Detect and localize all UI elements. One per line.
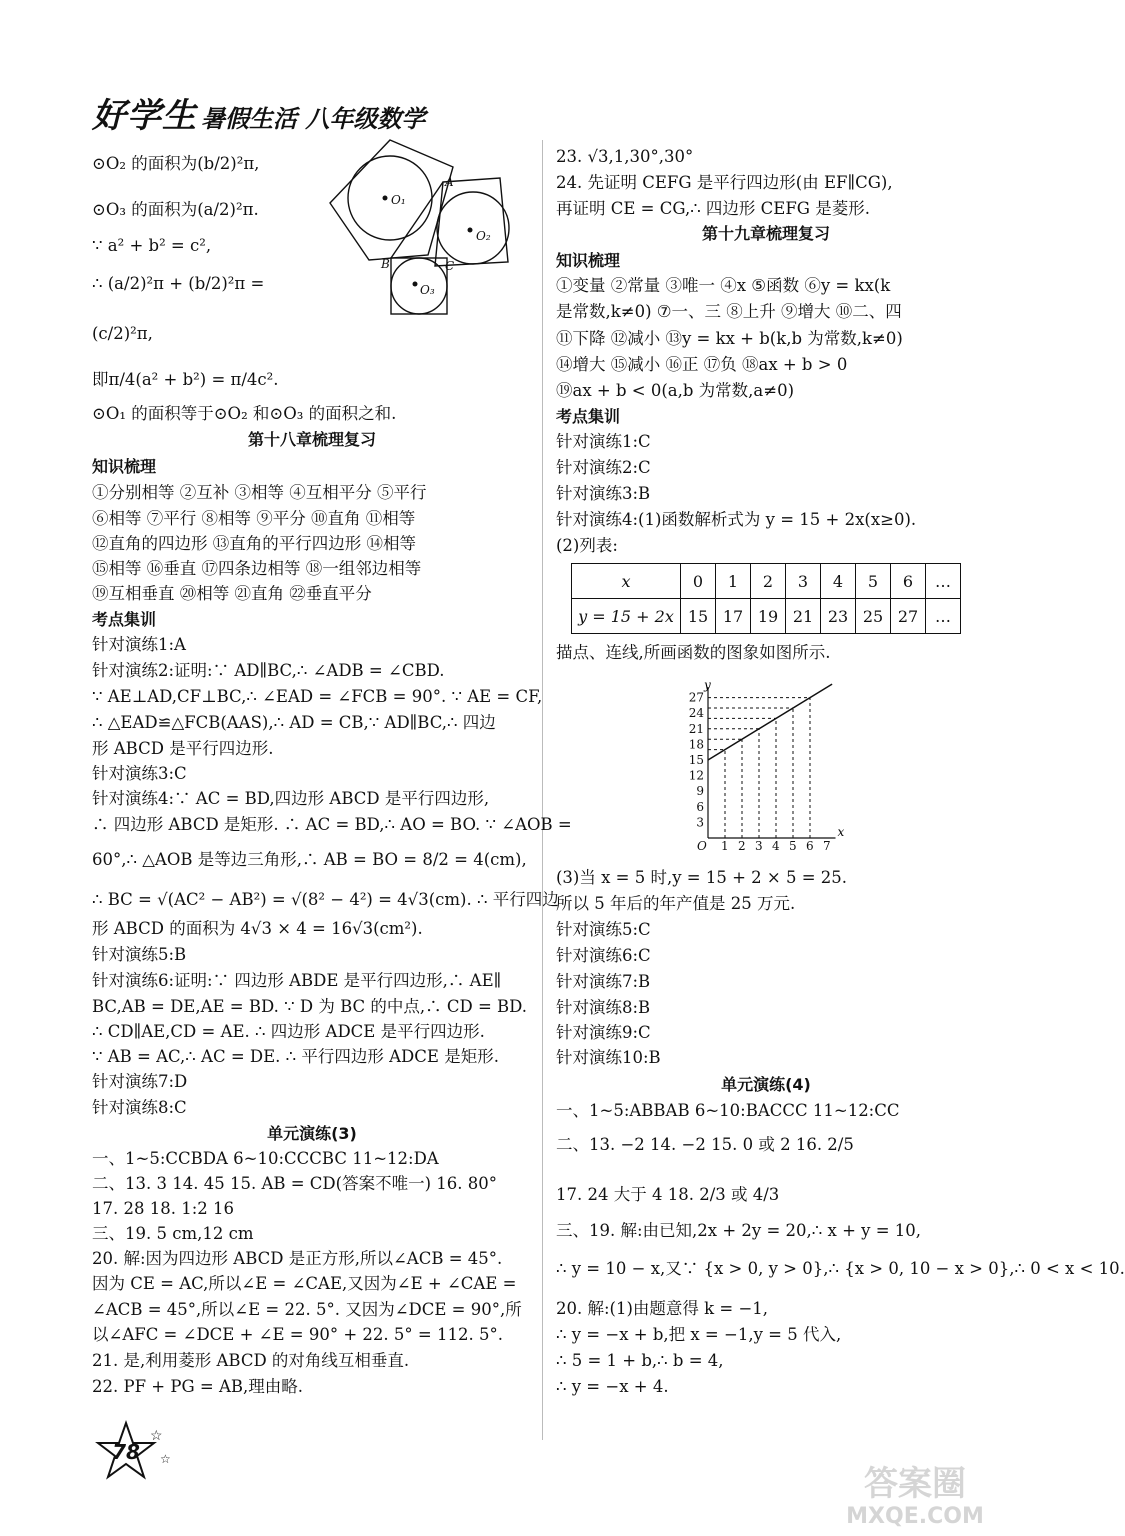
- page-number-badge: [96, 1421, 156, 1481]
- section-title: 第十八章梳理复习: [247, 430, 376, 449]
- text-line: 20. 解:因为四边形 ABCD 是正方形,所以∠ACB = 45°.: [92, 1249, 503, 1268]
- text-line: 针对演练10:B: [556, 1048, 661, 1067]
- text-line: 针对演练3:B: [556, 484, 651, 503]
- text-line: ∴ (a/2)²π + (b/2)²π =: [92, 274, 265, 293]
- section-title: 单元演练(3): [267, 1124, 357, 1143]
- text-line: 针对演练6:C: [556, 946, 651, 965]
- label-o2: O₂: [476, 229, 491, 243]
- text-line: 形 ABCD 的面积为 4√3 × 4 = 16√3(cm²).: [92, 919, 423, 938]
- text-line: 针对演练8:C: [92, 1098, 187, 1117]
- x-tick-label: 3: [755, 839, 763, 853]
- table-cell: 15: [681, 599, 716, 634]
- text-line: ⊙O₁ 的面积等于⊙O₂ 和⊙O₃ 的面积之和.: [92, 404, 397, 423]
- center-o3: [413, 282, 418, 287]
- table-cell: …: [926, 564, 961, 599]
- subsection-title: 考点集训: [92, 610, 157, 629]
- text-line: 针对演练2:证明:∵ AD∥BC,∴ ∠ADB = ∠CBD.: [92, 661, 445, 680]
- text-line: ⑭增大 ⑮减小 ⑯正 ⑰负 ⑱ax + b > 0: [556, 355, 848, 374]
- text-line: 22. PF + PG = AB,理由略.: [92, 1377, 303, 1396]
- text-line: 针对演练4:(1)函数解析式为 y = 15 + 2x(x≥0).: [556, 510, 917, 529]
- text-line: 针对演练5:C: [556, 920, 651, 939]
- label-c: C: [445, 259, 455, 273]
- y-tick-label: 12: [688, 768, 704, 783]
- y-tick-label: 6: [696, 799, 704, 814]
- table-cell: 2: [751, 564, 786, 599]
- x-tick-label: 6: [806, 839, 814, 853]
- text-line: 所以 5 年后的年产值是 25 万元.: [556, 894, 796, 913]
- x-tick-label: 2: [738, 839, 746, 853]
- text-line: 针对演练5:B: [92, 945, 187, 964]
- table-cell: 6: [891, 564, 926, 599]
- y-axis-label: y: [704, 678, 711, 693]
- text-line: ⑲互相垂直 ⑳相等 ㉑直角 ㉒垂直平分: [92, 584, 372, 603]
- y-tick-label: 15: [688, 753, 704, 767]
- x-axis-label: x: [837, 825, 845, 839]
- text-line: BC,AB = DE,AE = BD. ∵ D 为 BC 的中点,∴ CD = BD.: [92, 997, 528, 1016]
- center-o1: [383, 196, 388, 201]
- section-title: 第十九章梳理复习: [701, 224, 830, 243]
- text-line: 针对演练3:C: [92, 764, 187, 783]
- table-cell: 4: [821, 564, 856, 599]
- page-number: 78: [112, 1440, 140, 1464]
- y-tick-label: 18: [688, 737, 704, 752]
- text-line: ∴ y = 10 − x,又∵ {x > 0, y > 0},∴ {x > 0, 10 − x > 0},∴ 0 < x < 10.: [556, 1259, 1125, 1278]
- geometry-figure: [325, 140, 525, 330]
- table-row: [572, 564, 961, 599]
- text-line: 针对演练2:C: [556, 458, 651, 477]
- text-line: 60°,∴ △AOB 是等边三角形,∴ AB = BO = 8/2 = 4(cm),: [92, 850, 527, 869]
- page-header: [92, 88, 425, 137]
- text-line: 以∠AFC = ∠DCE + ∠E = 90° + 22. 5° = 112. 5°.: [92, 1325, 503, 1344]
- text-line: 针对演练9:C: [556, 1023, 651, 1042]
- text-line: 即π/4(a² + b²) = π/4c².: [92, 370, 279, 389]
- table-cell: 3: [786, 564, 821, 599]
- text-line: (2)列表:: [556, 536, 618, 555]
- text-line: 24. 先证明 CEFG 是平行四边形(由 EF∥CG),: [556, 173, 893, 192]
- table-header-x: x: [572, 564, 681, 599]
- text-line: ⑫直角的四边形 ⑬直角的平行四边形 ⑭相等: [92, 534, 416, 553]
- table-cell: 25: [856, 599, 891, 634]
- text-line: 形 ABCD 是平行四边形.: [92, 739, 274, 758]
- text-line: (c/2)²π,: [92, 324, 153, 343]
- text-line: 针对演练1:A: [92, 635, 186, 654]
- y-tick-label: 24: [688, 706, 704, 721]
- text-line: ∴ 5 = 1 + b,∴ b = 4,: [556, 1351, 724, 1370]
- y-tick-label: 27: [688, 690, 704, 705]
- table-cell: 1: [716, 564, 751, 599]
- text-line: 是常数,k≠0) ⑦一、三 ⑧上升 ⑨增大 ⑩二、四: [556, 302, 902, 321]
- text-line: ⑥相等 ⑦平行 ⑧相等 ⑨平分 ⑩直角 ⑪相等: [92, 509, 416, 528]
- text-line: 针对演练1:C: [556, 432, 651, 451]
- subsection-title: 考点集训: [556, 407, 621, 426]
- text-line: 20. 解:(1)由题意得 k = −1,: [556, 1299, 769, 1318]
- series-line: [708, 684, 832, 760]
- circle-o1: [348, 156, 432, 240]
- label-a: A: [445, 175, 454, 189]
- text-line: 三、19. 5 cm,12 cm: [92, 1224, 254, 1243]
- text-line: 针对演练6:证明:∵ 四边形 ABDE 是平行四边形,∴ AE∥: [92, 971, 502, 990]
- text-line: ∴ BC = √(AC² − AB²) = √(8² − 4²) = 4√3(cm). ∴ 平行四边: [92, 890, 559, 909]
- text-line: 一、1~5:CCBDA 6~10:CCCBC 11~12:DA: [92, 1149, 439, 1168]
- circle-o3: [391, 258, 447, 314]
- text-line: 21. 是,利用菱形 ABCD 的对角线互相垂直.: [92, 1351, 410, 1370]
- text-line: 因为 CE = AC,所以∠E = ∠CAE,又因为∠E + ∠CAE =: [92, 1274, 517, 1293]
- text-line: ①变量 ②常量 ③唯一 ④x ⑤函数 ⑥y = kx(k: [556, 276, 891, 295]
- text-line: 二、13. 3 14. 45 15. AB = CD(答案不唯一) 16. 80°: [92, 1174, 497, 1193]
- text-line: 二、13. −2 14. −2 15. 0 或 2 16. 2/5: [556, 1135, 854, 1154]
- x-tick-label: 5: [789, 839, 797, 853]
- table-header-y: y = 15 + 2x: [572, 599, 681, 634]
- text-line: ⊙O₂ 的面积为(b/2)²π,: [92, 154, 260, 173]
- table-row: [572, 599, 961, 634]
- text-line: 17. 24 大于 4 18. 2/3 或 4/3: [556, 1185, 780, 1204]
- text-line: ⑮相等 ⑯垂直 ⑰四条边相等 ⑱一组邻边相等: [92, 559, 422, 578]
- text-line: ①分别相等 ②互补 ③相等 ④互相平分 ⑤平行: [92, 483, 427, 502]
- text-line: ∵ AE⊥AD,CF⊥BC,∴ ∠EAD = ∠FCB = 90°. ∵ AE = CF,: [92, 687, 543, 706]
- x-tick-label: O: [697, 839, 707, 853]
- y-tick-label: 3: [696, 815, 704, 830]
- label-b: B: [381, 257, 390, 271]
- text-line: 三、19. 解:由已知,2x + 2y = 20,∴ x + y = 10,: [556, 1221, 922, 1240]
- table-cell: 23: [821, 599, 856, 634]
- text-line: ∵ a² + b² = c²,: [92, 236, 212, 255]
- section-title: 单元演练(4): [721, 1075, 811, 1094]
- small-star-icon: ☆: [160, 1452, 171, 1466]
- text-line: ∠ACB = 45°,所以∠E = 22. 5°. 又因为∠DCE = 90°,所: [92, 1300, 522, 1319]
- table-cell: 5: [856, 564, 891, 599]
- y-tick-label: 21: [688, 721, 704, 736]
- text-line: 描点、连线,所画函数的图象如图所示.: [556, 643, 831, 662]
- x-tick-label: 4: [772, 839, 780, 853]
- text-line: 再证明 CE = CG,∴ 四边形 CEFG 是菱形.: [556, 199, 870, 218]
- table-cell: 19: [751, 599, 786, 634]
- text-line: ⑲ax + b < 0(a,b 为常数,a≠0): [556, 381, 795, 400]
- text-line: ∵ AB = AC,∴ AC = DE. ∴ 平行四边形 ADCE 是矩形.: [92, 1047, 499, 1066]
- header-brand: 好学生: [92, 96, 197, 136]
- text-line: 23. √3,1,30°,30°: [556, 147, 694, 166]
- text-line: 17. 28 18. 1:2 16: [92, 1199, 235, 1218]
- column-divider: [542, 140, 543, 1440]
- x-tick-label: 7: [823, 839, 831, 853]
- text-line: ∴ △EAD≌△FCB(AAS),∴ AD = CB,∵ AD∥BC,∴ 四边: [92, 713, 496, 732]
- text-line: (3)当 x = 5 时,y = 15 + 2 × 5 = 25.: [556, 868, 848, 887]
- subsection-title: 知识梳理: [556, 251, 621, 270]
- small-star-icon: ☆: [150, 1428, 163, 1444]
- text-line: 针对演练4:∵ AC = BD,四边形 ABCD 是平行四边形,: [92, 789, 490, 808]
- function-graph: [680, 670, 860, 860]
- text-line: ∴ CD∥AE,CD = AE. ∴ 四边形 ADCE 是平行四边形.: [92, 1022, 485, 1041]
- value-table: [571, 563, 961, 634]
- text-line: ∴ y = −x + b,把 x = −1,y = 5 代入,: [556, 1325, 842, 1344]
- table-cell: …: [926, 599, 961, 634]
- label-o1: O₁: [391, 193, 406, 207]
- watermark-line1: 答案圈: [864, 1464, 966, 1504]
- x-tick-label: 1: [721, 839, 729, 853]
- text-line: 针对演练7:B: [556, 972, 651, 991]
- text-line: ∴ 四边形 ABCD 是矩形. ∴ AC = BD,∴ AO = BO. ∵ ∠AOB =: [92, 815, 572, 834]
- circle-o2: [437, 192, 509, 264]
- label-o3: O₃: [420, 283, 435, 297]
- table-cell: 21: [786, 599, 821, 634]
- text-line: 针对演练7:D: [92, 1072, 188, 1091]
- table-cell: 0: [681, 564, 716, 599]
- text-line: 一、1~5:ABBAB 6~10:BACCC 11~12:CC: [556, 1101, 900, 1120]
- table-cell: 27: [891, 599, 926, 634]
- watermark-line2: MXQE.COM: [846, 1504, 984, 1529]
- center-o2: [468, 228, 473, 233]
- text-line: 针对演练8:B: [556, 998, 651, 1017]
- y-tick-label: 9: [696, 784, 704, 799]
- table-cell: 17: [716, 599, 751, 634]
- header-title: 暑假生活 八年级数学: [201, 104, 426, 133]
- subsection-title: 知识梳理: [92, 457, 157, 476]
- watermark: [830, 1455, 1000, 1530]
- text-line: ⑪下降 ⑫减小 ⑬y = kx + b(k,b 为常数,k≠0): [556, 329, 903, 348]
- text-line: ⊙O₃ 的面积为(a/2)²π.: [92, 200, 259, 219]
- text-line: ∴ y = −x + 4.: [556, 1377, 669, 1396]
